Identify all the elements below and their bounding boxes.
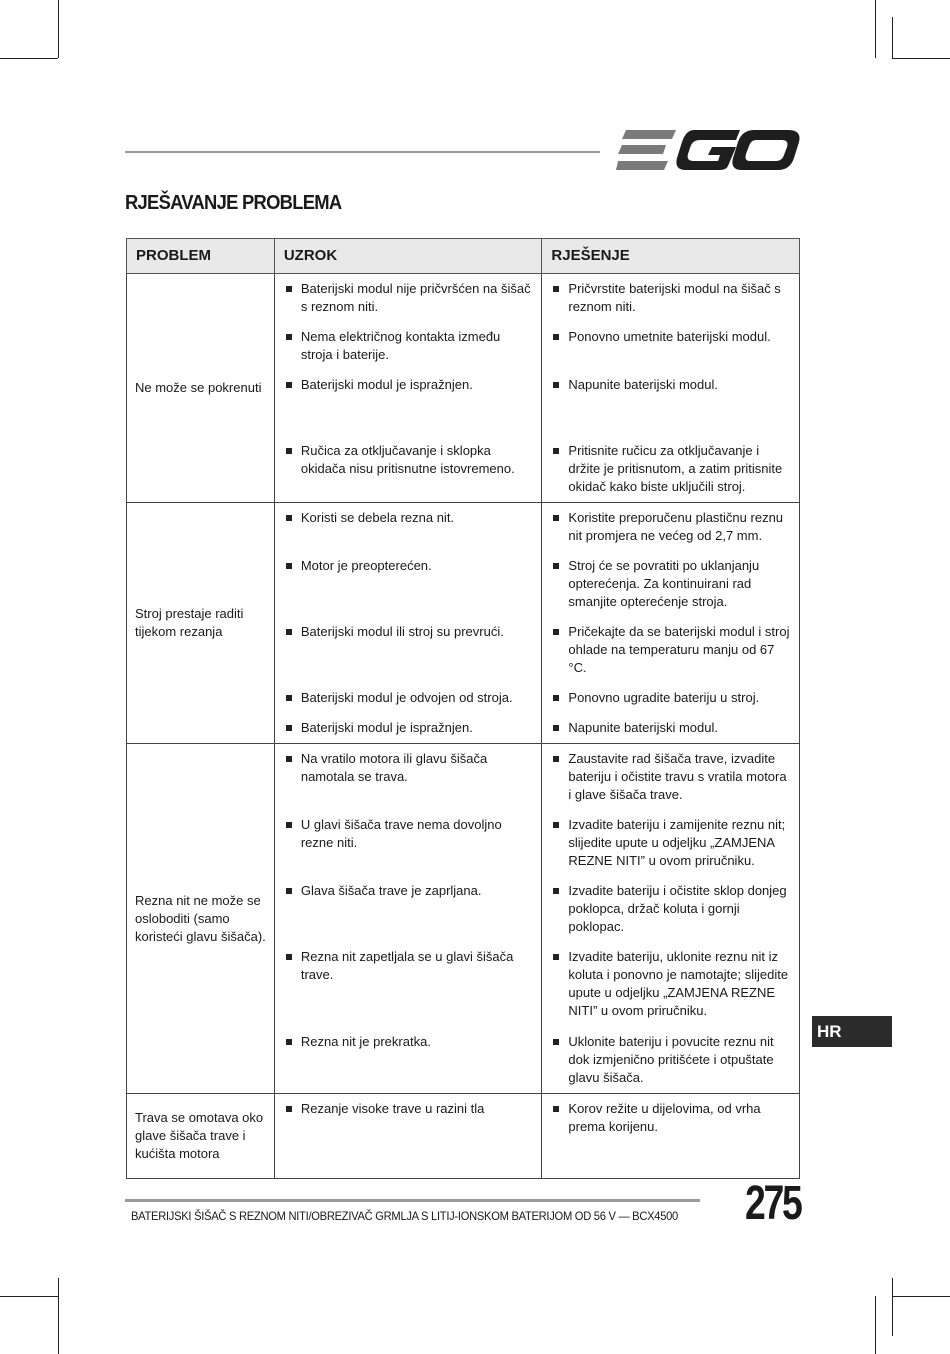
solution-text: Uklonite bateriju i povucite reznu nit dok izmjenično pritišćete i otpuštate glavu šišača. [568, 1034, 774, 1085]
cause-text: Rezna nit zapetljala se u glavi šišača trave. [300, 949, 514, 982]
solution-text: Izvadite bateriju i očistite sklop donjeg poklopca, držač koluta i gornji poklopac. [568, 883, 787, 934]
bullet-icon [286, 954, 292, 960]
bullet-icon [286, 382, 292, 388]
cause-text: Rezanje visoke trave u razini tla [300, 1101, 485, 1116]
cause-text: Baterijski modul je odvojen od stroja. [300, 690, 513, 705]
cause-text: Baterijski modul je ispražnjen. [300, 720, 473, 735]
cause-text: Glava šišača trave je zaprljana. [300, 883, 482, 898]
bullet-icon [553, 822, 559, 828]
bullet-icon [286, 756, 292, 762]
crop-mark [58, 1278, 59, 1354]
troubleshooting-table [126, 238, 800, 1179]
bullet-icon [286, 888, 292, 894]
crop-mark [0, 1296, 58, 1297]
footer-rule [125, 1199, 700, 1202]
solution-text: Izvadite bateriju, uklonite reznu nit iz koluta i ponovno je namotajte; slijedite upute u odjeljku „ZAMJENA REZNE NITI” u ovom priručniku. [568, 949, 789, 1018]
solution-text: Stroj će se povratiti po uklanjanju opterećenja. Za kontinuirani rad smanjite opterećenje stroja. [568, 558, 760, 609]
cause-text: Motor je preopterećen. [300, 558, 432, 573]
problem-cell: Ne može se pokrenuti [127, 274, 275, 503]
solution-text: Napunite baterijski modul. [568, 377, 718, 392]
table-row [127, 1094, 800, 1179]
crop-mark [875, 1296, 876, 1354]
table-header-row [127, 239, 800, 274]
bullet-icon [553, 286, 559, 292]
header-solution: RJEŠENJE [542, 239, 800, 274]
bullet-icon [553, 334, 559, 340]
header-problem: PROBLEM [127, 239, 275, 274]
table-row [127, 503, 800, 552]
bullet-icon [286, 448, 292, 454]
cause-text: Baterijski modul nije pričvršćen na šišač s reznom niti. [300, 281, 531, 314]
solution-text: Ponovno ugradite bateriju u stroj. [568, 690, 760, 705]
bullet-icon [286, 725, 292, 731]
solution-text: Korov režite u dijelovima, od vrha prema korijenu. [568, 1101, 761, 1134]
bullet-icon [286, 515, 292, 521]
crop-mark [892, 1296, 950, 1297]
bullet-icon [286, 822, 292, 828]
bullet-icon [286, 286, 292, 292]
cause-text: Baterijski modul je ispražnjen. [300, 377, 473, 392]
bullet-icon [286, 1106, 292, 1112]
solution-text: Koristite preporučenu plastičnu reznu nit promjera ne većeg od 2,7 mm. [568, 510, 784, 543]
bullet-icon [553, 954, 559, 960]
solution-text: Zaustavite rad šišača trave, izvadite bateriju i očistite travu s vratila motora i glave šišača trave. [568, 751, 787, 802]
bullet-icon [553, 563, 559, 569]
cause-text: Na vratilo motora ili glavu šišača namotala se trava. [300, 751, 488, 784]
cause-text: Baterijski modul ili stroj su prevrući. [300, 624, 504, 639]
solution-text: Izvadite bateriju i zamijenite reznu nit; slijedite upute u odjeljku „ZAMJENA REZNE NITI” u ovom priručniku. [568, 817, 786, 868]
bullet-icon [553, 448, 559, 454]
bullet-icon [553, 756, 559, 762]
bullet-icon [286, 695, 292, 701]
cause-text: Rezna nit je prekratka. [300, 1034, 431, 1049]
cause-text: Koristi se debela rezna nit. [300, 510, 455, 525]
bullet-icon [553, 725, 559, 731]
crop-mark [875, 0, 876, 58]
cause-text: Nema električnog kontakta između stroja i baterije. [300, 329, 501, 362]
header-rule [125, 151, 600, 153]
bullet-icon [553, 888, 559, 894]
bullet-icon [553, 1106, 559, 1112]
bullet-icon [553, 629, 559, 635]
problem-cell: Trava se omotava oko glave šišača trave i kućišta motora [127, 1094, 275, 1179]
crop-mark [892, 58, 950, 59]
bullet-icon [286, 629, 292, 635]
crop-mark [58, 0, 59, 58]
table-row [127, 274, 800, 323]
bullet-icon [286, 563, 292, 569]
solution-text: Ponovno umetnite baterijski modul. [568, 329, 771, 344]
language-tab: HR [812, 1016, 892, 1047]
footer-text: BATERIJSKI ŠIŠAČ S REZNOM NITI/OBREZIVAČ GRMLJA S LITIJ-IONSKOM BATERIJOM OD 56 V — BCX4500 [131, 1209, 678, 1223]
section-title: RJEŠAVANJE PROBLEMA [125, 192, 342, 214]
table-row [127, 744, 800, 811]
header-cause: UZROK [274, 239, 542, 274]
bullet-icon [553, 1039, 559, 1045]
bullet-icon [286, 1039, 292, 1045]
page-number: 275 [745, 1177, 801, 1230]
bullet-icon [553, 382, 559, 388]
solution-text: Napunite baterijski modul. [568, 720, 718, 735]
cause-text: Ručica za otključavanje i sklopka okidača nisu pritisnutne istovremeno. [300, 443, 515, 476]
bullet-icon [553, 515, 559, 521]
crop-mark [0, 58, 58, 59]
solution-text: Pričvrstite baterijski modul na šišač s reznom niti. [568, 281, 781, 314]
cause-text: U glavi šišača trave nema dovoljno rezne niti. [300, 817, 502, 850]
ego-logo [616, 128, 800, 172]
bullet-icon [553, 695, 559, 701]
problem-cell: Stroj prestaje raditi tijekom rezanja [127, 503, 275, 744]
solution-text: Pritisnite ručicu za otključavanje i držite je pritisnutom, a zatim pritisnite okidač kako biste uključili stroj. [568, 443, 783, 494]
problem-cell: Rezna nit ne može se osloboditi (samo koristeći glavu šišača). [127, 744, 275, 1094]
solution-text: Pričekajte da se baterijski modul i stroj ohlade na temperaturu manju od 67 °C. [568, 624, 790, 675]
bullet-icon [286, 334, 292, 340]
crop-mark [892, 17, 893, 58]
crop-mark [892, 1278, 893, 1336]
